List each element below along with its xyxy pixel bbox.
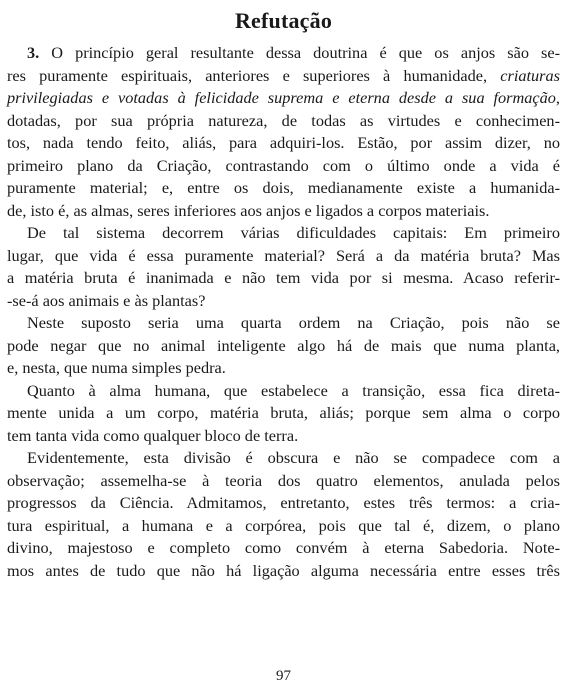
text-line [7, 515, 560, 538]
text-line [7, 110, 560, 133]
page-number: 97 [276, 668, 291, 684]
text-line [7, 245, 560, 268]
paragraph-number: 3. [27, 43, 40, 62]
page-body [7, 42, 560, 582]
text-run: lugar, que vida é essa puramente material? Será a da matéria bruta? Mas [7, 245, 560, 265]
paragraph [7, 380, 560, 448]
text-line [7, 87, 560, 110]
text-line [7, 65, 560, 88]
text-line [7, 402, 560, 425]
text-line [7, 132, 560, 155]
text-run: Neste suposto seria uma quarta ordem na Criação, pois não se [27, 313, 560, 332]
text-line [7, 492, 560, 515]
text-run: puramente material; e, entre os dois, medianamente existe a humanida- [7, 178, 560, 197]
italic-text: criaturas [500, 65, 560, 85]
paragraph [7, 447, 560, 582]
text-run: mente unida a um corpo, matéria bruta, aliás; porque sem alma o corpo [7, 403, 560, 422]
paragraph [7, 222, 560, 312]
text-run: primeiro plano da Criação, contrastando com o último onde a vida é [7, 155, 560, 175]
text-run: -se-á aos animais e às plantas? [7, 290, 206, 310]
text-run: e, nesta, que numa simples pedra. [7, 358, 226, 377]
text-run: De tal sistema decorrem várias dificuldades capitais: Em primeiro [27, 223, 560, 242]
paragraph [7, 42, 560, 222]
text-run: dotadas, por sua própria natureza, de todas as virtudes e conhecimen- [7, 110, 560, 130]
book-page [7, 0, 560, 582]
text-run: observação; assemelha-se à teoria dos quatro elementos, anulada pelos [7, 470, 560, 490]
text-line [7, 267, 560, 290]
text-run: a matéria bruta é inanimada e não tem vida por si mesma. Acaso referir- [7, 268, 560, 287]
text-line [7, 222, 560, 245]
text-line [7, 380, 560, 403]
text-line [7, 200, 560, 223]
text-run: , [555, 88, 560, 107]
text-run: tura espiritual, a humana e a corpórea, pois que tal é, dizem, o plano [7, 515, 560, 535]
text-line [7, 537, 560, 560]
text-run: res puramente espirituais, anteriores e superiores à humanidade, [7, 65, 501, 85]
text-line [7, 290, 560, 313]
text-run: O princípio geral resultante dessa doutrina é que os anjos são se- [39, 43, 560, 62]
text-run: tem tanta vida como qualquer bloco de terra. [7, 425, 299, 445]
text-line [7, 560, 560, 583]
text-line [7, 177, 560, 200]
text-line [7, 470, 560, 493]
text-run: progressos da Ciência. Admitamos, entretanto, estes três termos: a cria- [7, 493, 560, 512]
text-run: divino, majestoso e completo como convém à eterna Sabedoria. Note- [7, 538, 560, 557]
text-line [7, 312, 560, 335]
text-run: Quanto à alma humana, que estabelece a transição, essa fica direta- [27, 380, 560, 400]
text-line [7, 425, 560, 448]
text-run: pode negar que no animal inteligente algo há de mais que numa planta, [7, 335, 560, 355]
text-line [7, 155, 560, 178]
text-run: Evidentemente, esta divisão é obscura e não se compadece com a [27, 448, 560, 467]
text-line [7, 357, 560, 380]
text-line [7, 42, 560, 65]
paragraph [7, 312, 560, 380]
page-title: Refutação [234, 8, 333, 33]
text-run: tos, nada tendo feito, aliás, para adquiri-los. Estão, por assim dizer, no [7, 133, 560, 152]
text-line [7, 447, 560, 470]
italic-text: privilegiadas e votadas à felicidade suprema e eterna desde a sua formação [7, 88, 556, 107]
text-line [7, 335, 560, 358]
text-run: mos antes de tudo que não há ligação alguma necessária entre esses três [7, 560, 560, 580]
text-run: de, isto é, as almas, seres inferiores aos anjos e ligados a corpos materiais. [7, 200, 490, 220]
